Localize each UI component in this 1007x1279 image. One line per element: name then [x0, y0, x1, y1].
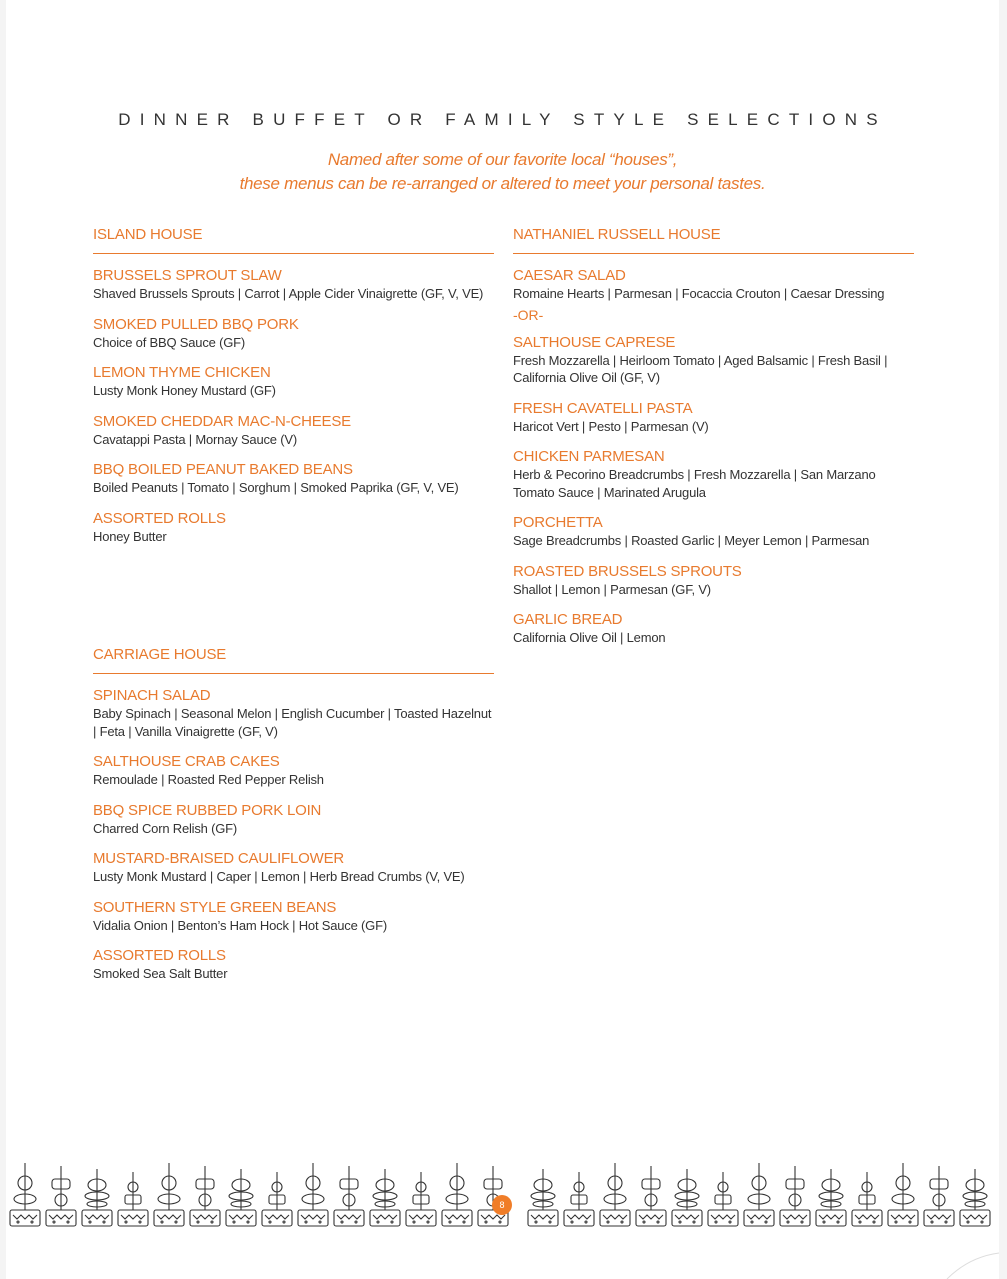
menu-item	[513, 447, 914, 501]
section-title-carriage-house: CARRIAGE HOUSE	[93, 646, 494, 674]
menu-item-name: GARLIC BREAD	[513, 611, 623, 628]
menu-item-name: SPINACH SALAD	[93, 687, 211, 704]
menu-item	[513, 399, 914, 436]
menu-item-name: ASSORTED ROLLS	[93, 509, 226, 527]
nathaniel-russell-house-section	[513, 226, 914, 659]
island-house-section	[93, 226, 494, 557]
menu-item-description: California Olive Oil | Lemon	[513, 630, 666, 645]
menu-item	[93, 509, 494, 546]
menu-item-name: FRESH CAVATELLI PASTA	[513, 399, 693, 417]
menu-item-name: SMOKED CHEDDAR MAC-N-CHEESE	[93, 412, 351, 430]
menu-item-description: Shallot | Lemon | Parmesan (GF, V)	[513, 581, 711, 597]
menu-item	[93, 801, 494, 838]
menu-item-name: CAESAR SALAD	[513, 267, 626, 284]
menu-item-description: Cavatappi Pasta | Mornay Sauce (V)	[93, 431, 297, 447]
menu-item-name: BBQ SPICE RUBBED PORK LOIN	[93, 801, 322, 819]
menu-item	[93, 266, 494, 303]
menu-item-name: ROASTED BRUSSELS SPROUTS	[513, 562, 742, 580]
menu-item-description: Haricot Vert | Pesto | Parmesan (V)	[513, 418, 709, 434]
subtitle-line-2: these menus can be re-arranged or altered to meet your personal tastes.	[239, 174, 766, 193]
page-curl-decoration	[939, 1249, 999, 1279]
menu-item	[513, 610, 914, 647]
menu-item-description: Fresh Mozzarella | Heirloom Tomato | Aged Balsamic | Fresh Basil | California Olive Oil (GF, V)	[513, 352, 888, 385]
menu-item-description: Baby Spinach | Seasonal Melon | English Cucumber | Toasted Hazelnut | Feta | Vanilla Vinaigrette (GF, V)	[93, 706, 492, 739]
menu-item-description: Honey Butter	[93, 528, 167, 544]
or-separator: -OR-	[513, 306, 544, 323]
menu-item-description: Herb & Pecorino Breadcrumbs | Fresh Mozzarella | San Marzano Tomato Sauce | Marinated Arugula	[513, 467, 876, 500]
menu-item-description: Shaved Brussels Sprouts | Carrot | Apple Cider Vinaigrette (GF, V, VE)	[93, 286, 484, 301]
menu-item	[93, 315, 494, 352]
menu-item-name: LEMON THYME CHICKEN	[93, 364, 271, 381]
section-title-island-house: ISLAND HOUSE	[93, 226, 494, 254]
subtitle-line-1: Named after some of our favorite local “houses”,	[327, 150, 678, 169]
menu-item-name: BBQ BOILED PEANUT BAKED BEANS	[93, 461, 353, 478]
menu-page	[6, 0, 999, 1279]
menu-item-name: SALTHOUSE CRAB CAKES	[93, 753, 280, 770]
menu-item-name: SMOKED PULLED BBQ PORK	[93, 315, 299, 333]
menu-item-name: CHICKEN PARMESAN	[513, 448, 665, 465]
menu-item-description: Romaine Hearts | Parmesan | Focaccia Crouton | Caesar Dressing	[513, 286, 885, 301]
menu-item	[513, 266, 914, 303]
menu-item-name: BRUSSELS SPROUT SLAW	[93, 267, 282, 284]
menu-item	[93, 898, 494, 935]
menu-item	[93, 686, 494, 740]
menu-item-description: Choice of BBQ Sauce (GF)	[93, 334, 245, 350]
menu-item-description: Vidalia Onion | Benton’s Ham Hock | Hot Sauce (GF)	[93, 917, 387, 933]
menu-item	[93, 363, 494, 400]
menu-item	[93, 849, 494, 886]
page-subtitle	[6, 148, 999, 196]
menu-item-name: SALTHOUSE CAPRESE	[513, 333, 676, 351]
menu-item-description: Smoked Sea Salt Butter	[93, 966, 228, 981]
menu-item	[513, 562, 914, 599]
menu-item-description: Sage Breadcrumbs | Roasted Garlic | Meyer Lemon | Parmesan	[513, 533, 870, 548]
page-title: DINNER BUFFET OR FAMILY STYLE SELECTIONS	[118, 110, 887, 129]
menu-item-description: Lusty Monk Mustard | Caper | Lemon | Herb Bread Crumbs (V, VE)	[93, 869, 465, 884]
menu-item	[93, 946, 494, 983]
menu-item-description: Charred Corn Relish (GF)	[93, 820, 238, 836]
section-title-nathaniel-russell-house: NATHANIEL RUSSELL HOUSE	[513, 226, 914, 254]
menu-item-description: Boiled Peanuts | Tomato | Sorghum | Smoked Paprika (GF, V, VE)	[93, 480, 459, 495]
menu-item-name: MUSTARD-BRAISED CAULIFLOWER	[93, 850, 345, 867]
menu-item	[93, 752, 494, 789]
carriage-house-section	[93, 646, 494, 995]
menu-item-description: Remoulade | Roasted Red Pepper Relish	[93, 772, 324, 787]
menu-item-name: ASSORTED ROLLS	[93, 947, 226, 964]
menu-item	[93, 412, 494, 449]
menu-item-description: Lusty Monk Honey Mustard (GF)	[93, 383, 276, 398]
menu-item	[513, 513, 914, 550]
menu-item	[93, 460, 494, 497]
page-number-badge: 8	[492, 1195, 512, 1215]
menu-item-name: SOUTHERN STYLE GREEN BEANS	[93, 898, 337, 916]
menu-item-name: PORCHETTA	[513, 514, 603, 531]
menu-item	[513, 333, 914, 387]
